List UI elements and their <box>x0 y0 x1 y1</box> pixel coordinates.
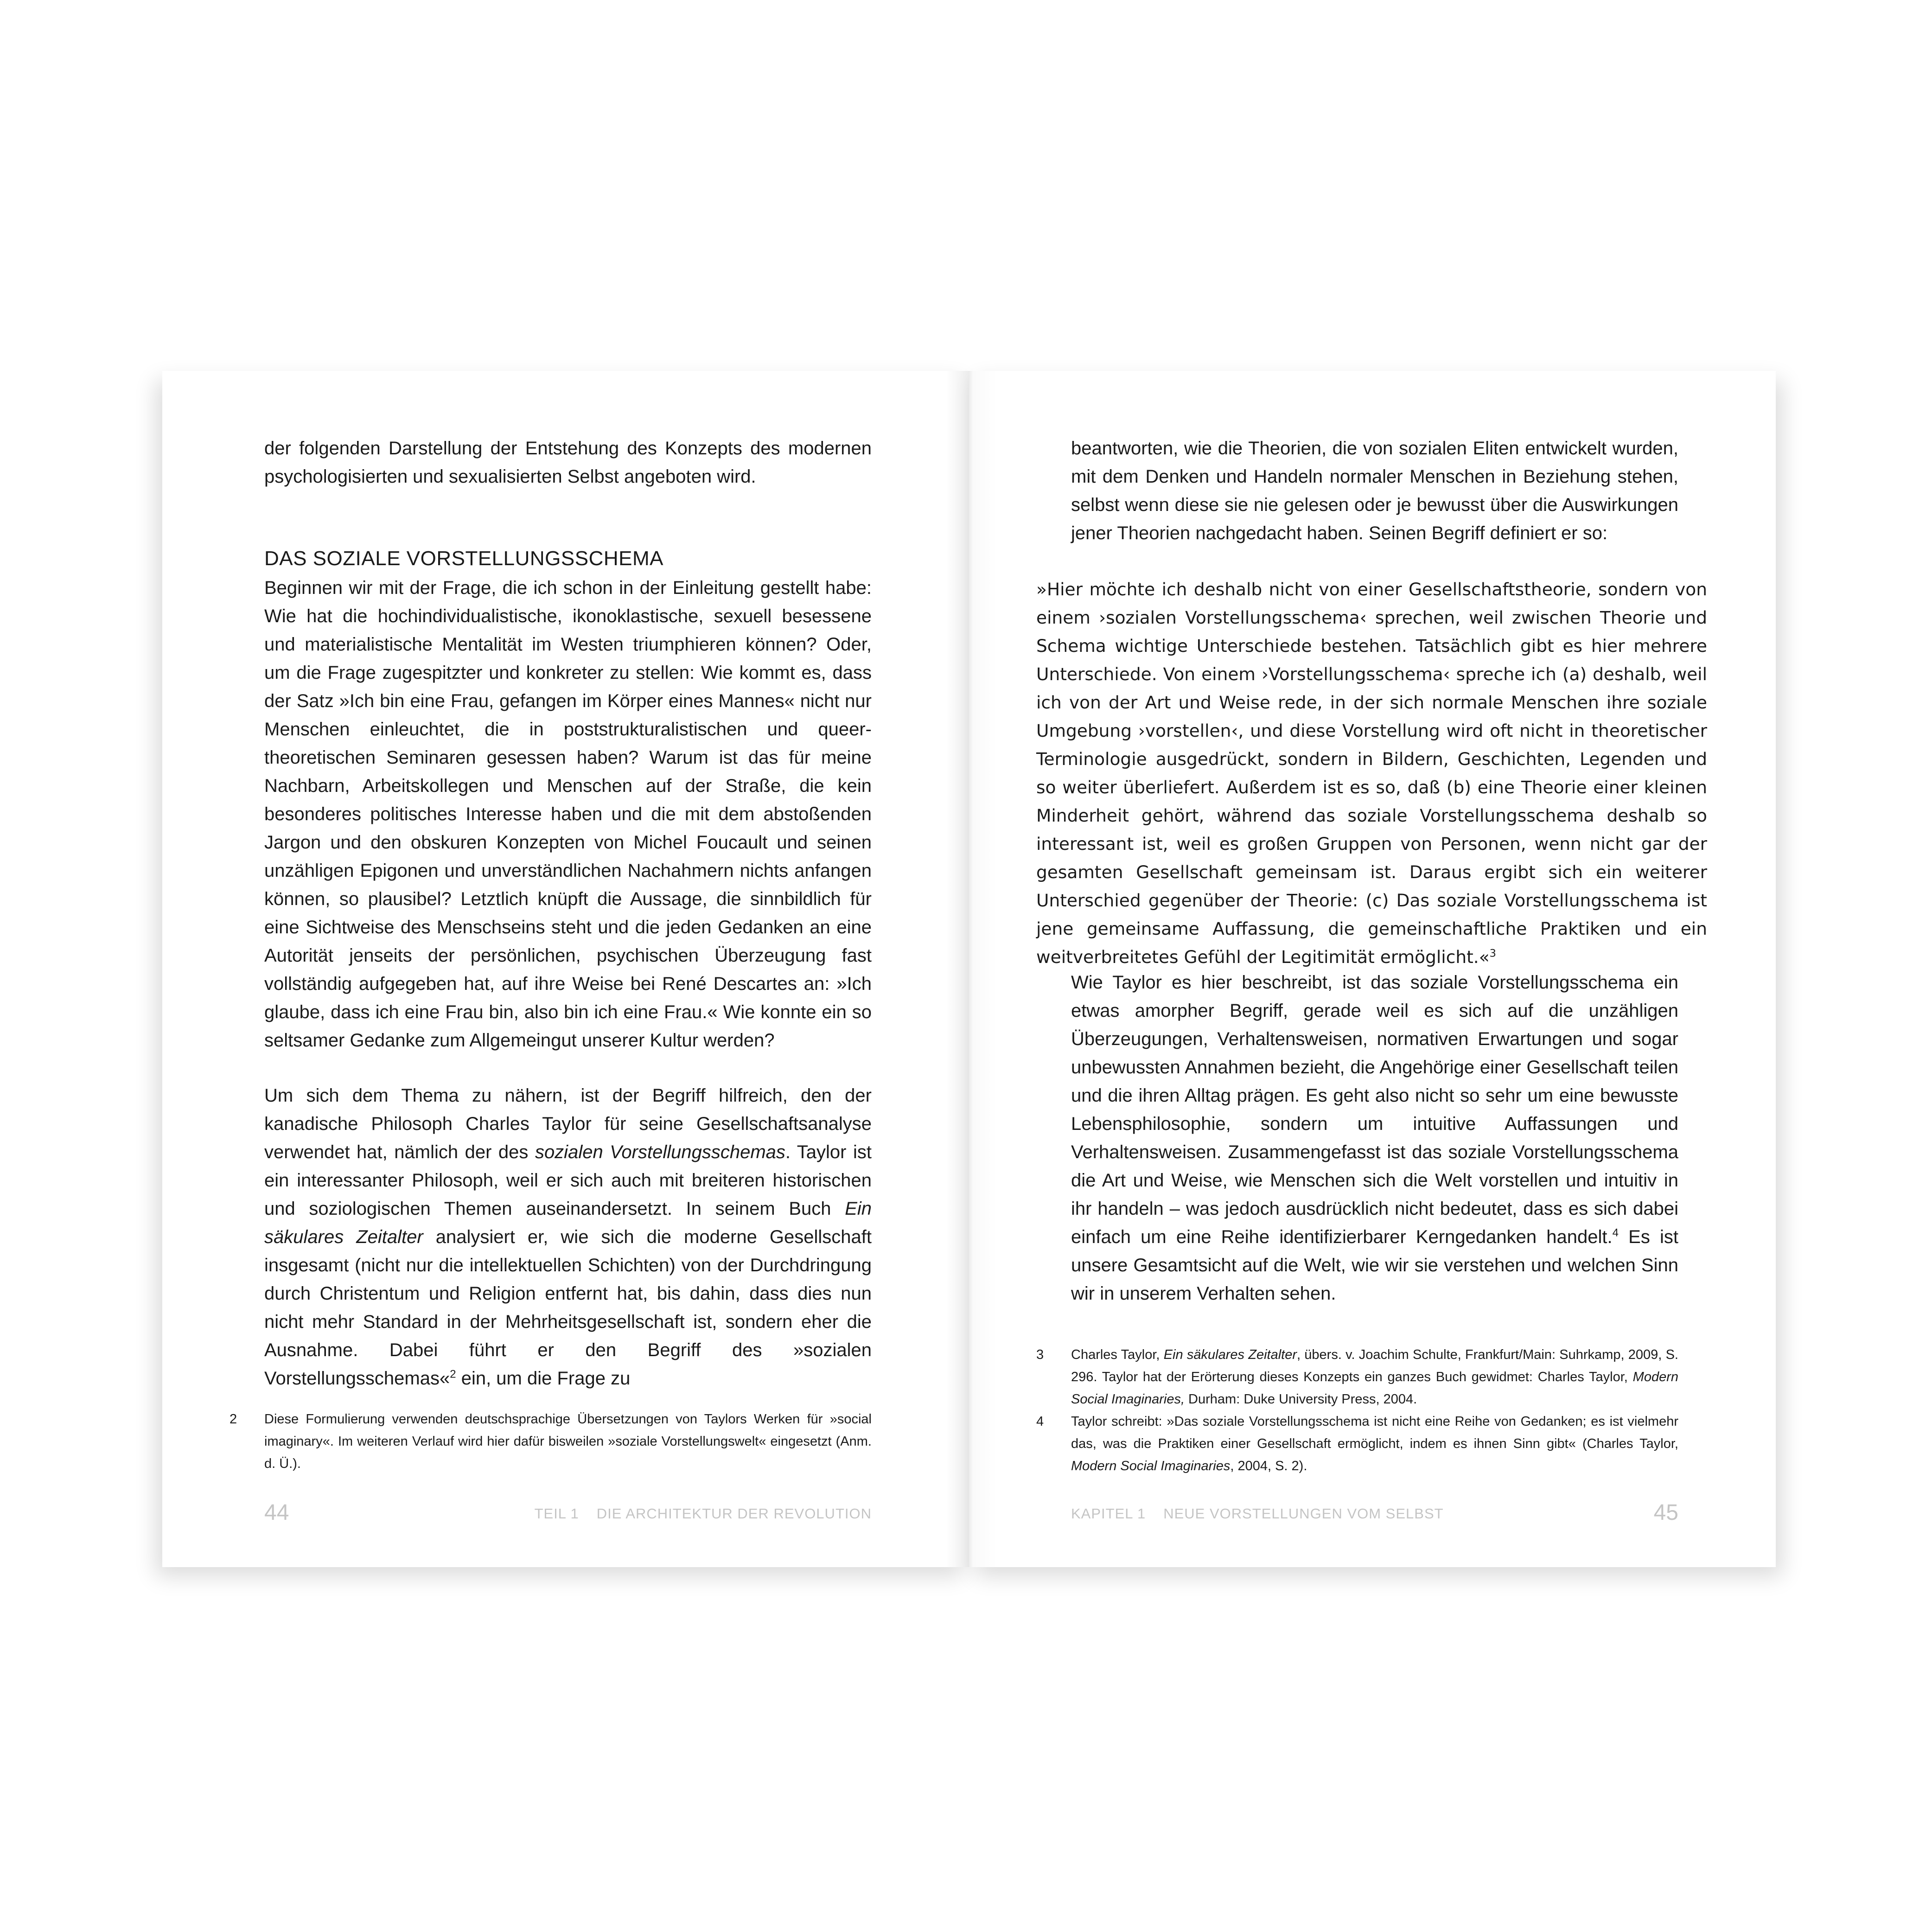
italic-term: sozialen Vorstellungsschemas <box>535 1142 785 1162</box>
running-part-title: DIE ARCHITEKTUR DER REVOLUTION <box>596 1505 872 1522</box>
footnote-number: 3 <box>1036 1347 1044 1362</box>
text-run: Charles Taylor, <box>1071 1347 1164 1362</box>
running-footer-right <box>1071 1505 1444 1522</box>
right-paragraph-1 <box>1071 969 1678 1308</box>
text-run: Taylor schreibt: »Das soziale Vorstellungsschema ist nicht eine Reihe von Gedanken; es ist vielmehr das, was die Praktiken einer Gesellschaft ermöglicht, indem es ihnen Sinn gibt« (Charles Taylor, <box>1071 1414 1678 1451</box>
italic-title: Modern Social Imaginaries, <box>1071 1370 1678 1407</box>
footnote-ref-2[interactable]: 2 <box>450 1368 456 1381</box>
footnote-text <box>1071 1410 1678 1477</box>
running-part: TEIL 1 <box>534 1505 579 1522</box>
text-run: Es ist unsere Gesamtsicht auf die Welt, wie wir sie verstehen und welchen Sinn wir in unserem Verhalten sehen. <box>1071 1227 1678 1304</box>
footnote-number: 2 <box>230 1412 237 1427</box>
right-footnotes <box>1036 1344 1678 1477</box>
text-run: Durham: Duke University Press, 2004. <box>1185 1392 1417 1407</box>
text-run: Wie Taylor es hier beschreibt, ist das soziale Vorstellungsschema ein etwas amorpher Begriff, gerade weil es sich auf die unzähligen Überzeugungen, Verhaltensweisen, normativen Erwartungen und sogar unbewussten Annahmen bezieht, die Angehörige einer Gesellschaft teilen und die ihren Alltag prägen. Es geht also nicht so sehr um eine bewusste Lebensphilosophie, sondern um intuitive Auffassungen und Verhaltensweisen. Zusammengefasst ist das soziale Vorstellungsschema die Art und Weise, wie Menschen sich die Welt vorstellen und intuitiv in ihr handeln – was jedoch ausdrücklich nicht bedeutet, dass es sich dabei einfach um eine Reihe identifizierbarer Kerngedanken handelt. <box>1071 972 1678 1247</box>
text-run: , 2004, S. 2). <box>1230 1459 1307 1473</box>
right-continuation-text: beantworten, wie die Theorien, die von sozialen Eliten entwickelt wurden, mit dem Denken und Handeln normaler Menschen in Beziehung stehen, selbst wenn diese sie nie gelesen oder je bewusst über die Auswirkungen jener Theorien nachgedacht haben. Seinen Begriff definiert er so: <box>1071 438 1678 543</box>
left-continuation-text: der folgenden Darstellung der Entstehung des Konzepts des modernen psychologisierten und sexualisierten Selbst angeboten wird. <box>264 438 872 487</box>
block-quote-text <box>1036 575 1707 971</box>
quote-run: »Hier möchte ich deshalb nicht von einer Gesellschaftstheorie, sondern von einem ›sozialen Vorstellungsschema‹ sprechen, weil zwischen Theorie und Schema wichtige Unterschiede bestehen. Tatsächlich gibt es hier mehrere Unterschiede. Von einem ›Vorstellungsschema‹ spreche ich (a) deshalb, weil ich von der Art und Weise rede, in der sich normale Menschen ihre soziale Umgebung ›vorstellen‹, und diese Vorstellung wird oft nicht in theoretischer Terminologie ausgedrückt, sondern in Bildern, Geschichten, Legenden und so weiter überliefert. Außerdem ist es so, daß (b) eine Theorie einer kleinen Minderheit gehört, während das soziale Vorstellungsschema deshalb so interessant ist, weil es großen Gruppen von Personen, wenn nicht gar der gesamten Gesellschaft gemeinsam ist. Daraus ergibt sich ein weiterer Unterschied gegenüber der Theorie: (c) Das soziale Vorstellungsschema ist jene gemeinsame Auffassung, die gemeinschaftliche Praktiken und ein weitverbreitetes Gefühl der Legitimität ermöglicht.« <box>1036 579 1707 967</box>
left-continuation-paragraph <box>264 434 872 491</box>
italic-book-title: Ein säkulares Zeitalter <box>264 1199 872 1247</box>
text-run: Um sich dem Thema zu nähern, ist der Begriff hilfreich, den der kanadische Philosoph Charles Taylor für seine Gesellschaftsanalyse verwendet hat, nämlich der des <box>264 1085 872 1162</box>
footnote-3 <box>1036 1344 1678 1410</box>
left-paragraph-1 <box>264 574 872 1055</box>
running-chapter: KAPITEL 1 <box>1071 1505 1146 1522</box>
section-heading: DAS SOZIALE VORSTELLUNGSSCHEMA <box>264 547 663 570</box>
running-chapter-title: NEUE VORSTELLUNGEN VOM SELBST <box>1163 1505 1444 1522</box>
text-run: . Taylor ist ein interessanter Philosoph, weil er sich auch mit breiteren historischen und soziologischen Themen auseinandersetzt. In seinem Buch <box>264 1142 872 1219</box>
left-paragraph-2-text <box>264 1082 872 1393</box>
right-continuation-paragraph <box>1071 434 1678 548</box>
footnote-4 <box>1036 1410 1678 1477</box>
left-paragraph-2 <box>264 1082 872 1393</box>
footnote-ref-4[interactable]: 4 <box>1612 1226 1619 1239</box>
running-footer-left <box>535 1505 872 1522</box>
page-number-right: 45 <box>1653 1500 1678 1525</box>
right-paragraph-1-text <box>1071 969 1678 1308</box>
italic-title: Modern Social Imaginaries <box>1071 1459 1231 1473</box>
block-quote <box>1036 575 1707 971</box>
text-run: analysiert er, wie sich die moderne Gesellschaft insgesamt (nicht nur die intellektuellen Schichten) von der Durchdringung durch Christentum und Religion entfernt hat, bis dahin, dass dies nun nicht mehr Standard in der Mehrheitsgesellschaft ist, sondern eher die Ausnahme. Dabei führt er den Begriff des »sozialen Vorstellungsschemas« <box>264 1227 872 1389</box>
text-run: ein, um die Frage zu <box>456 1368 631 1389</box>
italic-title: Ein säkulares Zeitalter <box>1163 1347 1297 1362</box>
page-number-left: 44 <box>264 1500 289 1525</box>
left-paragraph-1-text: Beginnen wir mit der Frage, die ich schon in der Einleitung gestellt habe: Wie hat die hochindividualistische, ikonoklastische, sexuell besessene und materialistische Mentalität im Westen triumphieren können? Oder, um die Frage zugespitzter und konkreter zu stellen: Wie kommt es, dass der Satz »Ich bin eine Frau, gefangen im Körper eines Mannes« nicht nur Menschen einleuchtet, die in poststrukturalistischen und queer-theoretischen Seminaren gesessen haben? Warum ist das für meine Nachbarn, Arbeitskollegen und Menschen auf der Straße, die kein besonderes politisches Interesse haben und die mit dem abstoßenden Jargon und den obskuren Konzepten von Michel Foucault und seinen unzähligen Epigonen und unverständlichen Nachahmern nichts anfangen können, so plausibel? Letztlich knüpft die Aussage, die sinnbildlich für eine Sichtweise des Menschseins steht und die jeden Gedanken an eine Autorität jenseits der persönlichen, psychischen Überzeugung fast vollständig aufgegeben hat, auf ihre Weise bei René Descartes an: »Ich glaube, dass ich eine Frau bin, also bin ich eine Frau.« Wie konnte ein so seltsamer Gedanke zum Allgemeingut unserer Kultur werden? <box>264 578 872 1051</box>
footnote-number: 4 <box>1036 1414 1044 1429</box>
footnote-ref-3[interactable]: 3 <box>1489 947 1496 960</box>
footnote-text <box>1071 1344 1678 1410</box>
footnote-text: Diese Formulierung verwenden deutschsprachige Übersetzungen von Taylors Werken für »social imaginary«. Im weiteren Verlauf wird hier dafür bisweilen »soziale Vorstellungswelt« eingesetzt (Anm. d. Ü.). <box>264 1412 872 1471</box>
footnote-2 <box>230 1408 872 1475</box>
text-run: , übers. v. Joachim Schulte, Frankfurt/Main: Suhrkamp, 2009, S. 296. Taylor hat der Erörterung dieses Konzepts ein ganzes Buch gewidmet: Charles Taylor, <box>1071 1347 1678 1384</box>
